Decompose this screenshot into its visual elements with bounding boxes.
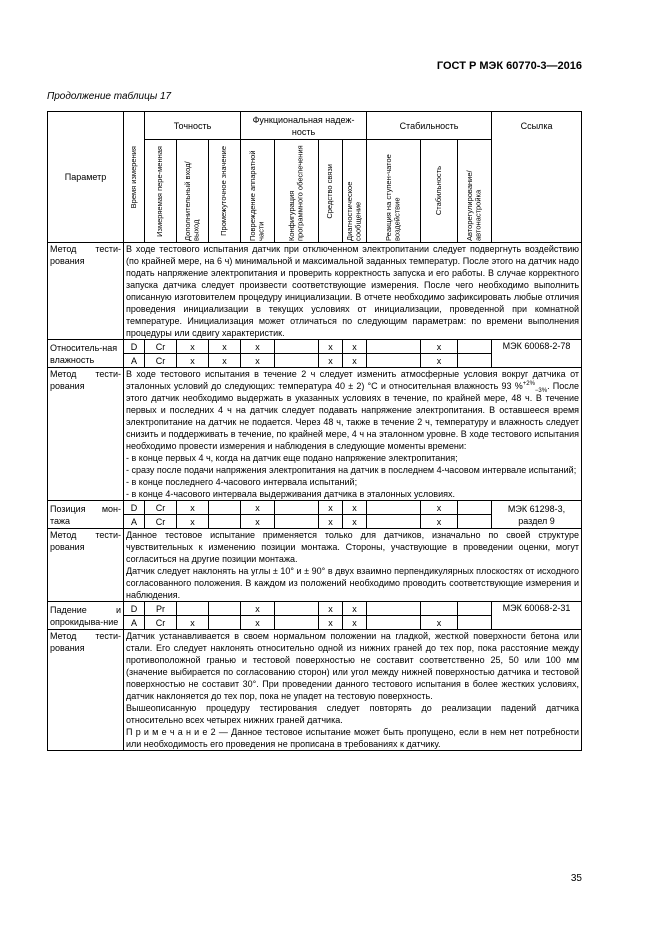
- cell: Cr: [145, 340, 177, 354]
- cell: x: [177, 354, 209, 368]
- cell: x: [319, 501, 343, 515]
- drop-reference: МЭК 60068-2-31: [492, 602, 582, 630]
- test-method-text-1: В ходе тестового испытания датчик при отключенном электропитании следует подвергнуть воздействию (по крайней мере, на 6 ч) минимальной и максимальной заданных температур. После этого на датчик надо подать напряжение электропитания и проверить корректность запуска и его работы. В случае корректного запуска датчика следует произвести соответствующие измерения. После чего необходимо выполнить описанную изготовителем процедуру инициализации. В отчете необходимо зафиксировать любые отличия проведения инициализации в текущих условиях от инициализации, проведенной при комнатной температуре. Инициализация может отличаться по следующим параметрам: по времени выполнения процедуры или сдвигу характеристик.: [124, 243, 582, 340]
- accuracy-group-header: Точность: [145, 112, 241, 140]
- cell: Cr: [145, 354, 177, 368]
- cell: x: [241, 340, 275, 354]
- cell: x: [319, 340, 343, 354]
- mounting-label: Позиция мон-тажа: [48, 501, 124, 529]
- test-method-text-4: Датчик устанавливается в своем нормальном положении на гладкой, жесткой поверхности бетона или стали. Его следует наклонять относительно одной из нижних граней до тех пор, пока расстояние между противоположной гранью и тестовой поверхностью не составит соответственно 25, 50 или 100 мм (значение выбирается по согласованию сторон) или угол между нижней поверхностью датчика и тестовой поверхностью не составит 30°. При проведении данного тестового испытания в более жестких условиях, датчик наклоняется до тех пор, пока не упадет на тестовую поверхность. Вышеописанную процедуру тестирования следует повторять до реализации падений датчика относительно всех четырех нижних граней датчика. П р и м е ч а н и е 2 — Данное тестовое испытание может быть пропущено, если в нем нет потребности или необходимость его проведения не прописана в требованиях к датчику.: [124, 630, 582, 751]
- tolerance-plus: +2%: [522, 381, 535, 387]
- cell: Cr: [145, 515, 177, 529]
- drop-label: Падение и опрокидыва-ние: [48, 602, 124, 630]
- cell: [458, 340, 492, 354]
- param-header: Параметр: [48, 112, 124, 243]
- cell: [458, 501, 492, 515]
- subheader-extra-io: Дополнительный вход/выход: [177, 140, 209, 243]
- cell: x: [209, 354, 241, 368]
- cell: x: [241, 501, 275, 515]
- cell: [209, 501, 241, 515]
- mounting-reference: МЭК 61298-3, раздел 9: [492, 501, 582, 529]
- cell: x: [319, 515, 343, 529]
- subheader-diag: Диагностическое сообщение: [343, 140, 367, 243]
- cell: [421, 602, 458, 616]
- cell: [367, 515, 421, 529]
- cell: x: [343, 501, 367, 515]
- cell: D: [124, 340, 145, 354]
- cell: x: [421, 354, 458, 368]
- cell: [209, 616, 241, 630]
- reference-header: Ссылка: [492, 112, 582, 243]
- subheader-auto: Авторегулирование/ автонастройка: [458, 140, 492, 243]
- cell: D: [124, 602, 145, 616]
- cell: [275, 501, 319, 515]
- cell: [209, 602, 241, 616]
- cell: [458, 616, 492, 630]
- cell: x: [177, 616, 209, 630]
- cell: x: [241, 602, 275, 616]
- cell: x: [343, 616, 367, 630]
- cell: x: [319, 616, 343, 630]
- time-header: Время измерения: [124, 112, 145, 243]
- cell: x: [241, 354, 275, 368]
- cell: A: [124, 515, 145, 529]
- cell: [275, 602, 319, 616]
- cell: x: [343, 340, 367, 354]
- cell: [275, 340, 319, 354]
- humidity-label: Относитель-ная влажность: [48, 340, 124, 368]
- cell: x: [343, 602, 367, 616]
- cell: Cr: [145, 501, 177, 515]
- cell: [367, 602, 421, 616]
- cell: x: [177, 501, 209, 515]
- cell: x: [421, 616, 458, 630]
- table-row: [48, 340, 582, 354]
- subheader-intermediate: Промежуточное значение: [209, 140, 241, 243]
- subheader-stability: Стабильность: [421, 140, 458, 243]
- subheader-measured: Измеряемая пере-менная: [145, 140, 177, 243]
- cell: [367, 616, 421, 630]
- cell: Pr: [145, 602, 177, 616]
- note-label: П р и м е ч а н и е 2: [126, 727, 216, 737]
- subheader-comm: Средство связи: [319, 140, 343, 243]
- functional-group-header: Функциональная надеж-ность: [241, 112, 367, 140]
- test-method-label: Метод тести-рования: [48, 243, 124, 340]
- cell: x: [421, 340, 458, 354]
- cell: x: [209, 340, 241, 354]
- parameters-table: [47, 111, 582, 751]
- cell: x: [319, 354, 343, 368]
- cell: x: [421, 515, 458, 529]
- cell: A: [124, 616, 145, 630]
- test-method-label: Метод тести-рования: [48, 529, 124, 602]
- page-number: 35: [570, 873, 582, 884]
- cell: [458, 354, 492, 368]
- cell: x: [241, 515, 275, 529]
- cell: [458, 515, 492, 529]
- cell: D: [124, 501, 145, 515]
- cell: x: [241, 616, 275, 630]
- cell: A: [124, 354, 145, 368]
- subheader-step: Реакция на ступен-чатое воздействие: [367, 140, 421, 243]
- cell: x: [319, 602, 343, 616]
- tolerance-minus: −3%: [534, 387, 548, 394]
- cell: x: [177, 515, 209, 529]
- cell: [275, 515, 319, 529]
- subheader-hw-damage: Повреждение аппаратной части: [241, 140, 275, 243]
- cell: Cr: [145, 616, 177, 630]
- test-method-label: Метод тести-рования: [48, 368, 124, 501]
- table-row: [48, 602, 582, 616]
- cell: [367, 354, 421, 368]
- cell: [177, 602, 209, 616]
- document-header: ГОСТ Р МЭК 60770-3—2016: [436, 60, 582, 72]
- subheader-sw-config: Конфигурация программного обеспечения: [275, 140, 319, 243]
- stability-group-header: Стабильность: [367, 112, 492, 140]
- cell: x: [177, 340, 209, 354]
- test-method-text-3: Данное тестовое испытание применяется только для датчиков, изначально по своей структуре чувствительных к изменению позиции монтажа. Стороны, участвующие в проведении оценки, могут согласиться на другие позиции монтажа. Датчик следует наклонять на углы ± 10° и ± 90° в двух взаимно перпендикулярных плоскостях от исходного согласованного положения. В каждом из положений необходимо проводить соответствующие измерения и наблюдения.: [124, 529, 582, 602]
- cell: [275, 616, 319, 630]
- cell: [367, 340, 421, 354]
- test-method-text-2: В ходе тестового испытания в течение 2 ч следует изменить атмосферные условия вокруг датчика от эталонных условий до следующих: температура 40 ± 2) °С и относительная влажность 93 %$^{+2\%}_{-3\%}$. После этого датчик необходимо выдержать в указанных условиях в течение, по крайней мере, 48 ч. В течение первых и последних 4 ч на датчик следует подавать напряжение электропитания. В оставшееся время электропитание на датчик не подается. Через 48 ч, также в течение 2 ч, температуру и влажность следует снизить и поддерживать в течение, по крайней мере, 4 ч на эталонном уровне. В ходе тестового испытания необходимо провести измерения и наблюдения в следующие моменты времени: - в конце первых 4 ч, когда на датчик еще подано напряжение электропитания; - сразу после подачи напряжения электропитания на датчик в последнем 4-часовом интервале испытаний; - в конце последнего 4-часового интервала испытаний; - в конце 4-часового интервала выдерживания датчика в эталонных условиях.: [124, 368, 582, 501]
- cell: [367, 501, 421, 515]
- test-method-label: Метод тести-рования: [48, 630, 124, 751]
- cell: [275, 354, 319, 368]
- table-row: [48, 501, 582, 515]
- cell: [458, 602, 492, 616]
- cell: [209, 515, 241, 529]
- cell: x: [343, 515, 367, 529]
- cell: x: [421, 501, 458, 515]
- table-caption: Продолжение таблицы 17: [47, 91, 172, 102]
- cell: x: [343, 354, 367, 368]
- humidity-reference: МЭК 60068-2-78: [492, 340, 582, 368]
